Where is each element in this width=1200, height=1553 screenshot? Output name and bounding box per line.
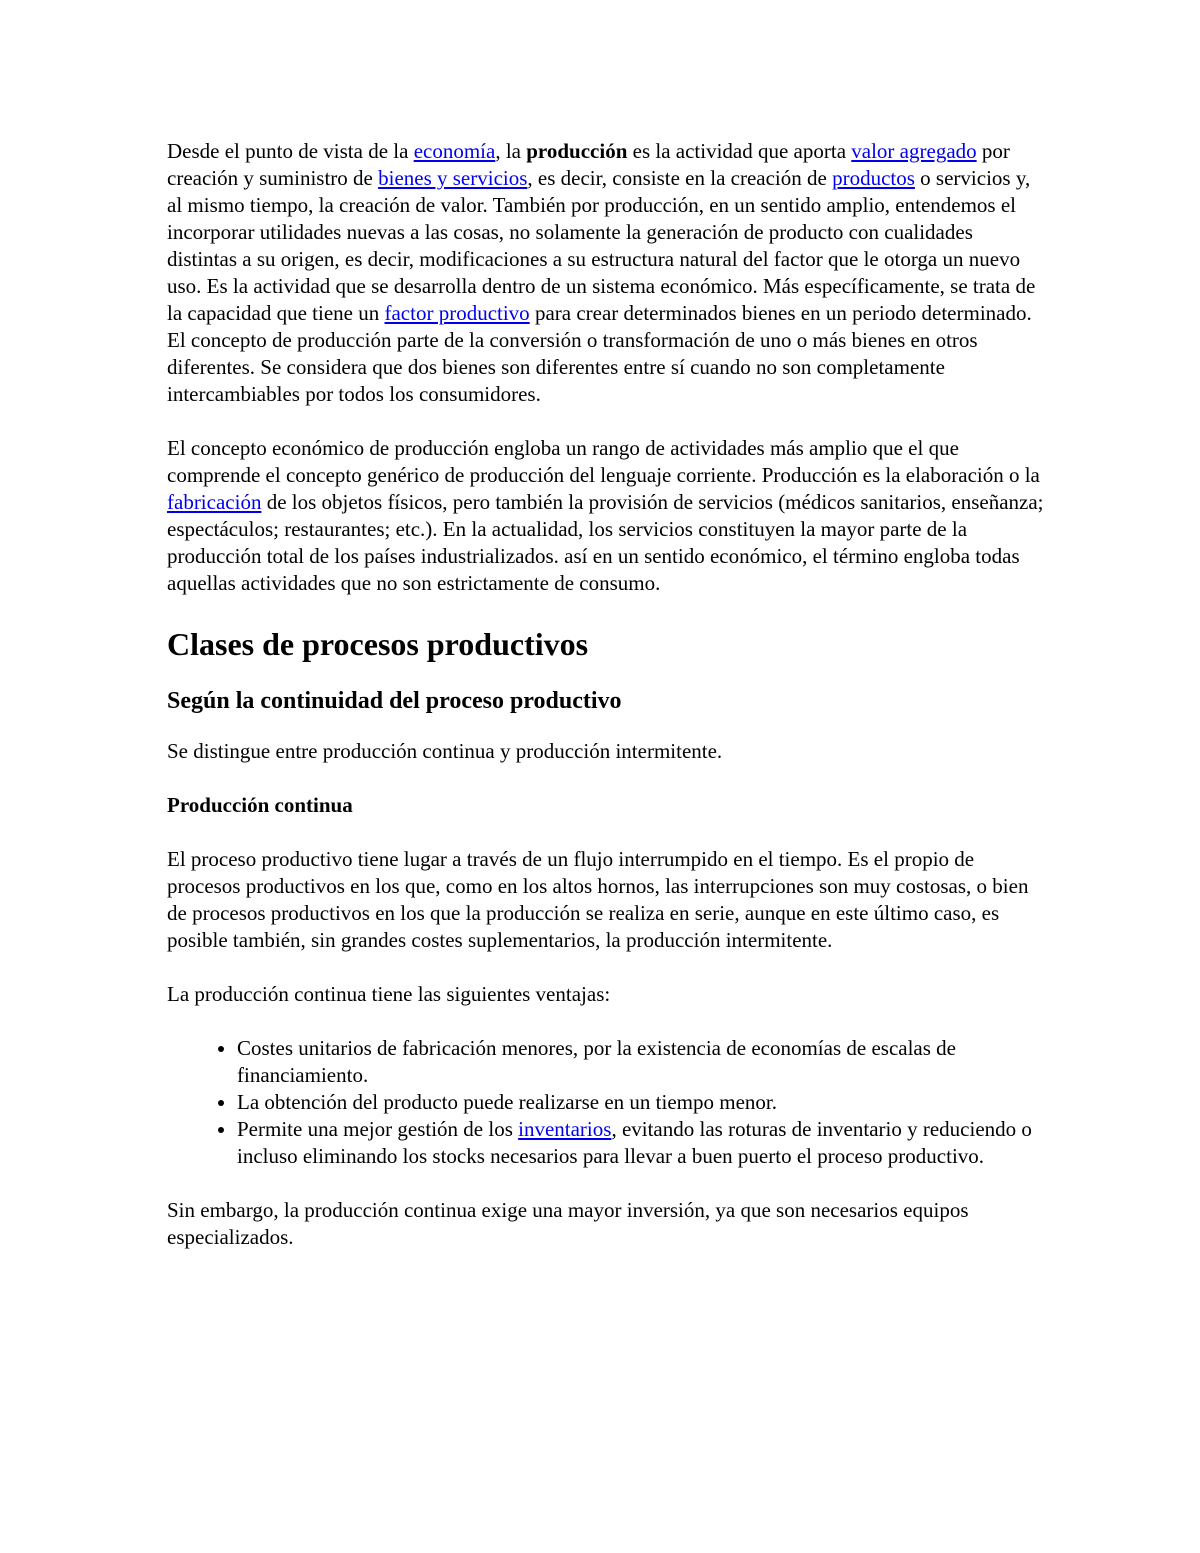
bold-produccion: producción: [526, 139, 628, 163]
text-segment: , es decir, consiste en la creación de: [527, 166, 833, 190]
heading-segun-continuidad: Según la continuidad del proceso productivo: [167, 688, 622, 714]
list-item: • La obtención del producto puede realizarse en un tiempo menor.: [237, 1089, 1047, 1116]
link-valor-agregado[interactable]: valor agregado: [851, 139, 977, 163]
text-segment: El concepto económico de producción engloba un rango de actividades más amplio que el que comprende el concepto genérico de producción del lenguaje corriente. Producción es la elaboración o la: [167, 436, 1040, 487]
paragraph-definition: [167, 138, 1047, 408]
text-segment: por creación y suministro de: [167, 139, 1010, 190]
text-segment: para crear determinados bienes en un periodo determinado. El concepto de producción parte de la conversión o transformación de uno o más bienes en otros diferentes. Se considera que dos bienes son diferentes entre sí cuando no son completamente intercambiables por todos los consumidores.: [167, 301, 1032, 406]
text-segment: , evitando las roturas de inventario y reduciendo o incluso eliminando los stocks necesarios para llevar a buen puerto el proceso productivo.: [237, 1117, 1032, 1168]
text-segment: es la actividad que aporta: [627, 139, 852, 163]
paragraph-advantages-intro: La producción continua tiene las siguientes ventajas:: [167, 982, 611, 1006]
link-productos[interactable]: productos: [832, 166, 915, 190]
link-bienes-y-servicios[interactable]: bienes y servicios: [378, 166, 528, 190]
list-item: • Costes unitarios de fabricación menores, por la existencia de economías de escalas de financiamiento.: [237, 1035, 1047, 1089]
link-fabricacion[interactable]: fabricación: [167, 490, 262, 514]
link-inventarios[interactable]: inventarios: [518, 1117, 612, 1141]
paragraph-distinction: Se distingue entre producción continua y producción intermitente.: [167, 739, 723, 763]
document-page: [167, 138, 1047, 1278]
heading-clases-procesos: Clases de procesos productivos: [167, 626, 589, 662]
text-segment: o servicios y, al mismo tiempo, la creación de valor. También por producción, en un sentido amplio, entendemos el incorporar utilidades nuevas a las cosas, no solamente la generación de producto con cualidades distintas a su origen, es decir, modificaciones a su estructura natural del factor que le otorga un nuevo uso. Es la actividad que se desarrolla dentro de un sistema económico. Más específicamente, se trata de la capacidad que tiene un: [167, 166, 1036, 325]
link-economia[interactable]: economía: [413, 139, 496, 163]
paragraph-investment: Sin embargo, la producción continua exige una mayor inversión, ya que son necesarios equipos especializados.: [167, 1198, 969, 1249]
paragraph-continuous-process: El proceso productivo tiene lugar a través de un flujo interrumpido en el tiempo. Es el propio de procesos productivos en los que, como en los altos hornos, las interrupciones son muy costosas, o bien de procesos productivos en los que la producción se realiza en serie, aunque en este último caso, es posible también, sin grandes costes suplementarios, la producción intermitente.: [167, 847, 1029, 952]
list-item: [237, 1116, 1047, 1170]
paragraph-economic-concept: [167, 435, 1047, 597]
text-segment: Permite una mejor gestión de los: [237, 1117, 519, 1141]
text-segment: de los objetos físicos, pero también la provisión de servicios (médicos sanitarios, enseñanza; espectáculos; restaurantes; etc.). En la actualidad, los servicios constituyen la mayor parte de la producción total de los países industrializados. así en un sentido económico, el término engloba todas aquellas actividades que no son estrictamente de consumo.: [167, 490, 1044, 595]
link-factor-productivo[interactable]: factor productivo: [384, 301, 530, 325]
heading-produccion-continua: Producción continua: [167, 793, 353, 817]
text-segment: , la: [495, 139, 527, 163]
advantages-list: [167, 1035, 1047, 1170]
text-segment: Desde el punto de vista de la: [167, 139, 414, 163]
